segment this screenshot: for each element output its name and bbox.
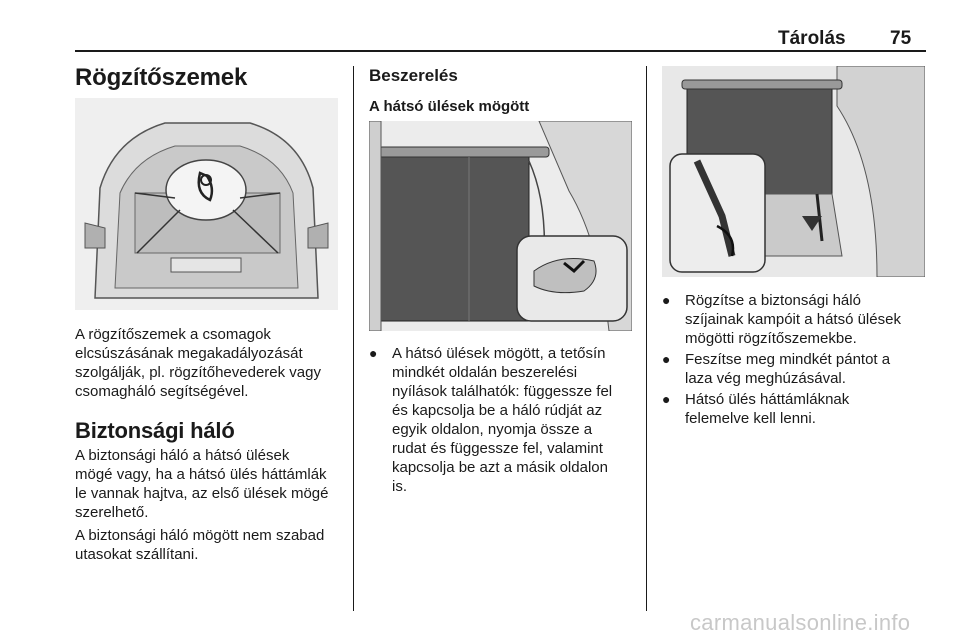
illustration-net-mounting-behind-seats [369,121,632,331]
heading-beszereles: Beszerelés [369,66,458,85]
heading-rogzitoszemek: Rögzítőszemek [75,64,248,91]
bullet-marker: ● [369,345,378,361]
bullet-text: Rögzítse a biztonsági háló szíjainak kampóit a hátsó ülések mögötti rögzítőszemekbe. [685,292,901,347]
safety-net-paragraph-2: A biztonsági háló mögött nem szabad utasokat szállítani. [75,527,325,563]
page-number: 75 [890,28,912,49]
running-header-title: Tárolás [778,28,846,49]
watermark: carmanualsonline.info [690,610,911,635]
heading-biztonsagi-halo: Biztonsági háló [75,418,235,443]
bullet-marker: ● [662,391,671,407]
bullet-marker: ● [662,351,671,367]
illustration-cargo-tie-down-eyes [75,98,338,310]
bullet-marker: ● [662,292,671,308]
header-rule [75,50,926,52]
column-divider-1 [353,66,354,611]
intro-paragraph: A rögzítőszemek a csomagok elcsúszásának megakadályozását szolgálják, pl. rögzítőhevederek vagy csomagháló segítségével. [75,326,321,400]
subheading-behind-rear-seats: A hátsó ülések mögött [369,98,530,115]
bullet-text: Feszítse meg mindkét pántot a laza vég meghúzásával. [685,351,891,387]
column-divider-2 [646,66,647,611]
illustration-net-strap-hooks [662,66,925,277]
safety-net-paragraph-1: A biztonsági háló a hátsó ülések mögé vagy, ha a hátsó ülés háttámlák le vannak hajtva, az első ülések mögé szerelhető. [75,447,329,521]
bullet-text: Hátsó ülés háttámláknak felemelve kell lenni. [685,391,850,427]
bullet-text: A hátsó ülések mögött, a tetősín mindkét oldalán beszerelési nyílások találhatók: függessze fel és kapcsolja be a háló rúdját az egyik oldalon, nyomja össze a rudat és függessze fel, valamint kapcsolja be azt a másik oldalon is. [392,345,613,495]
